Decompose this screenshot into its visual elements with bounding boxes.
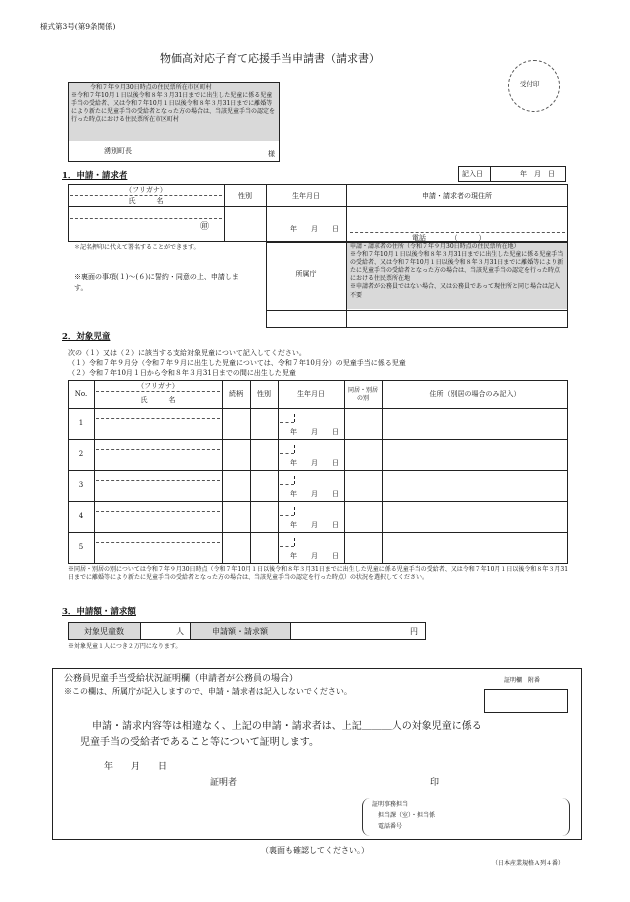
child-birth-field[interactable]: 年 月 日 — [290, 459, 339, 467]
col-furigana: （フリガナ） — [137, 382, 179, 390]
office-address-field[interactable] — [348, 312, 566, 326]
pledge-note: ※裏面の事項(１)～(６)に誓約・同意の上、申請します。 — [74, 273, 239, 292]
applicant-birth-field[interactable]: 年 月 日 — [290, 225, 339, 233]
child-birth-field[interactable]: 年 月 日 — [290, 521, 339, 529]
form-number: 様式第3号(第9条関係) — [40, 22, 116, 31]
section2-intro1: 次の（１）又は（２）に該当する支給対象児童について記入してください。 — [68, 349, 306, 357]
applicant-gender-field[interactable] — [226, 208, 264, 240]
row-number: 1 — [78, 419, 84, 427]
section2-intro3: （２）令和７年10月１日から令和８年３月31日までの間に出生した児童 — [68, 369, 296, 377]
office-field[interactable] — [268, 312, 344, 326]
cert-seal: 印 — [430, 778, 440, 788]
section2-footnote: ※同居・別居の別については令和７年９月30日時点（令和７年10月１日以後令和８年３月31日までに出生した児童に係る児童手当の受給者、又は令和７年10月１日以後令和８年３月31日までに離婚等により新たに児童手当の受給者となった方の場合は、当該児童手当の認定を行った時点）の状況を選択してください。 — [68, 566, 569, 582]
col-no: No. — [74, 390, 88, 398]
amount-label: 申請額・請求額 — [212, 627, 268, 636]
child-count-label: 対象児童数 — [84, 627, 124, 636]
child-count-field[interactable] — [142, 624, 174, 638]
section2-intro2: （１）令和７年９月分（令和７年９月に出生した児童については、令和７年10月分）の児童手当に係る児童 — [68, 359, 406, 367]
mayor-name: 湧別町長 — [104, 147, 132, 155]
applicant-address-header: 申請・請求者の現住所 — [422, 192, 492, 200]
receipt-stamp-label: 受付印 — [520, 80, 540, 88]
applicant-birth-header: 生年月日 — [292, 192, 320, 200]
row-number: 3 — [78, 481, 84, 489]
footer-note: （裏面も確認してください。） — [261, 846, 369, 855]
honorific: 様 — [268, 150, 275, 158]
office-label: 所属庁 — [295, 270, 317, 278]
child-name-field[interactable] — [96, 472, 220, 499]
row-number: 5 — [78, 543, 84, 551]
section3-heading: 3．申請額・請求額 — [62, 607, 136, 617]
contact-line2: 担当課（室）・担当係 — [378, 812, 436, 819]
signature-note: ＊記名押印に代えて署名することができます。 — [74, 244, 200, 251]
child-name-field[interactable] — [96, 503, 220, 530]
applicant-name-header: 氏 名 — [128, 197, 164, 205]
amount-field[interactable] — [292, 624, 404, 638]
child-name-field[interactable] — [96, 441, 220, 468]
row-number: 4 — [78, 512, 84, 520]
amount-note: ※対象児童１人につき２万円になります。 — [68, 643, 182, 650]
applicant-phone-field[interactable]: 電話 （ ） — [412, 234, 486, 242]
applicant-address-field[interactable] — [350, 208, 564, 230]
child-birth-field[interactable]: 年 月 日 — [290, 490, 339, 498]
cert-note: ※この欄は、所属庁が記入しますので、申請・請求者は記入しないでください。 — [64, 687, 352, 696]
entry-date-value[interactable]: 年 月 日 — [520, 170, 555, 178]
child-birth-field[interactable]: 年 月 日 — [290, 552, 339, 560]
seal-mark: ㊞ — [200, 222, 210, 232]
col-together: 同居・別居の別 — [347, 387, 378, 402]
municipality-note: ※令和７年10月１日以後令和８年３月31日までに出生した児童に係る児童手当の受給者、又は令和７年10月１日以後令和８年３月31日までに離婚等により新たに児童手当の受給者となった方の場合は、当該児童手当の認定を行った時点における住民票所在市区町村 — [71, 92, 276, 124]
office-note: 申請・請求者の住所（令和７年９月30日時点の住民票所在地） ※令和７年10月１日以後令和８年３月31日までに出生した児童に係る児童手当の受給者、又は令和７年10月１日以後令和８年３月31日までに離婚等により新たに児童手当の受給者となった方の場合は、当該児童手当の認定を行った時点における住民票所在地 ※申請者が公務員ではない場合、又は公務員であって現住所と同じ場合は記入不要 — [350, 243, 564, 299]
cert-date[interactable]: 年 月 日 — [104, 762, 168, 772]
col-birth: 生年月日 — [297, 390, 325, 398]
cert-body2: 児童手当の受給者であること等について証明します。 — [80, 737, 319, 748]
section1-heading: 1．申請・請求者 — [62, 171, 128, 181]
paper-size-note: （日本産業規格Ａ列４番） — [492, 860, 565, 867]
col-address: 住所（別居の場合のみ記入） — [429, 390, 521, 398]
col-gender: 性別 — [257, 390, 271, 398]
entry-date-label: 記入日 — [462, 170, 483, 178]
form-title: 物価高対応子育て応援手当申請書（請求書） — [160, 52, 380, 65]
applicant-gender-header: 性別 — [238, 192, 252, 200]
row-number: 2 — [78, 450, 84, 458]
cert-body1: 申請・請求内容等は相違なく、上記の申請・請求者は、上記＿＿＿人の対象児童に係る — [92, 721, 482, 732]
cert-number-field[interactable] — [484, 689, 568, 713]
col-name: 氏 名 — [140, 396, 176, 404]
applicant-name-field[interactable] — [70, 208, 220, 240]
child-count-unit: 人 — [176, 627, 184, 636]
cert-title: 公務員児童手当受給状況証明欄（申請者が公務員の場合） — [64, 674, 299, 684]
child-birth-field[interactable]: 年 月 日 — [290, 428, 339, 436]
contact-line1: 証明事務担当 — [372, 801, 409, 808]
amount-unit: 円 — [410, 627, 418, 636]
municipality-line1: 令和７年９月30日時点の住民票所在市区町村 — [90, 84, 212, 91]
contact-line3: 電話番号 — [378, 823, 403, 830]
section2-heading: 2．対象児童 — [62, 332, 111, 342]
cert-number-label: 証明欄 附番 — [504, 677, 541, 684]
col-relation: 続柄 — [229, 390, 243, 398]
child-name-field[interactable] — [96, 534, 220, 562]
child-name-field[interactable] — [96, 410, 220, 437]
certifier-label: 証明者 — [210, 778, 238, 788]
applicant-furigana-header: （フリガナ） — [125, 186, 167, 194]
